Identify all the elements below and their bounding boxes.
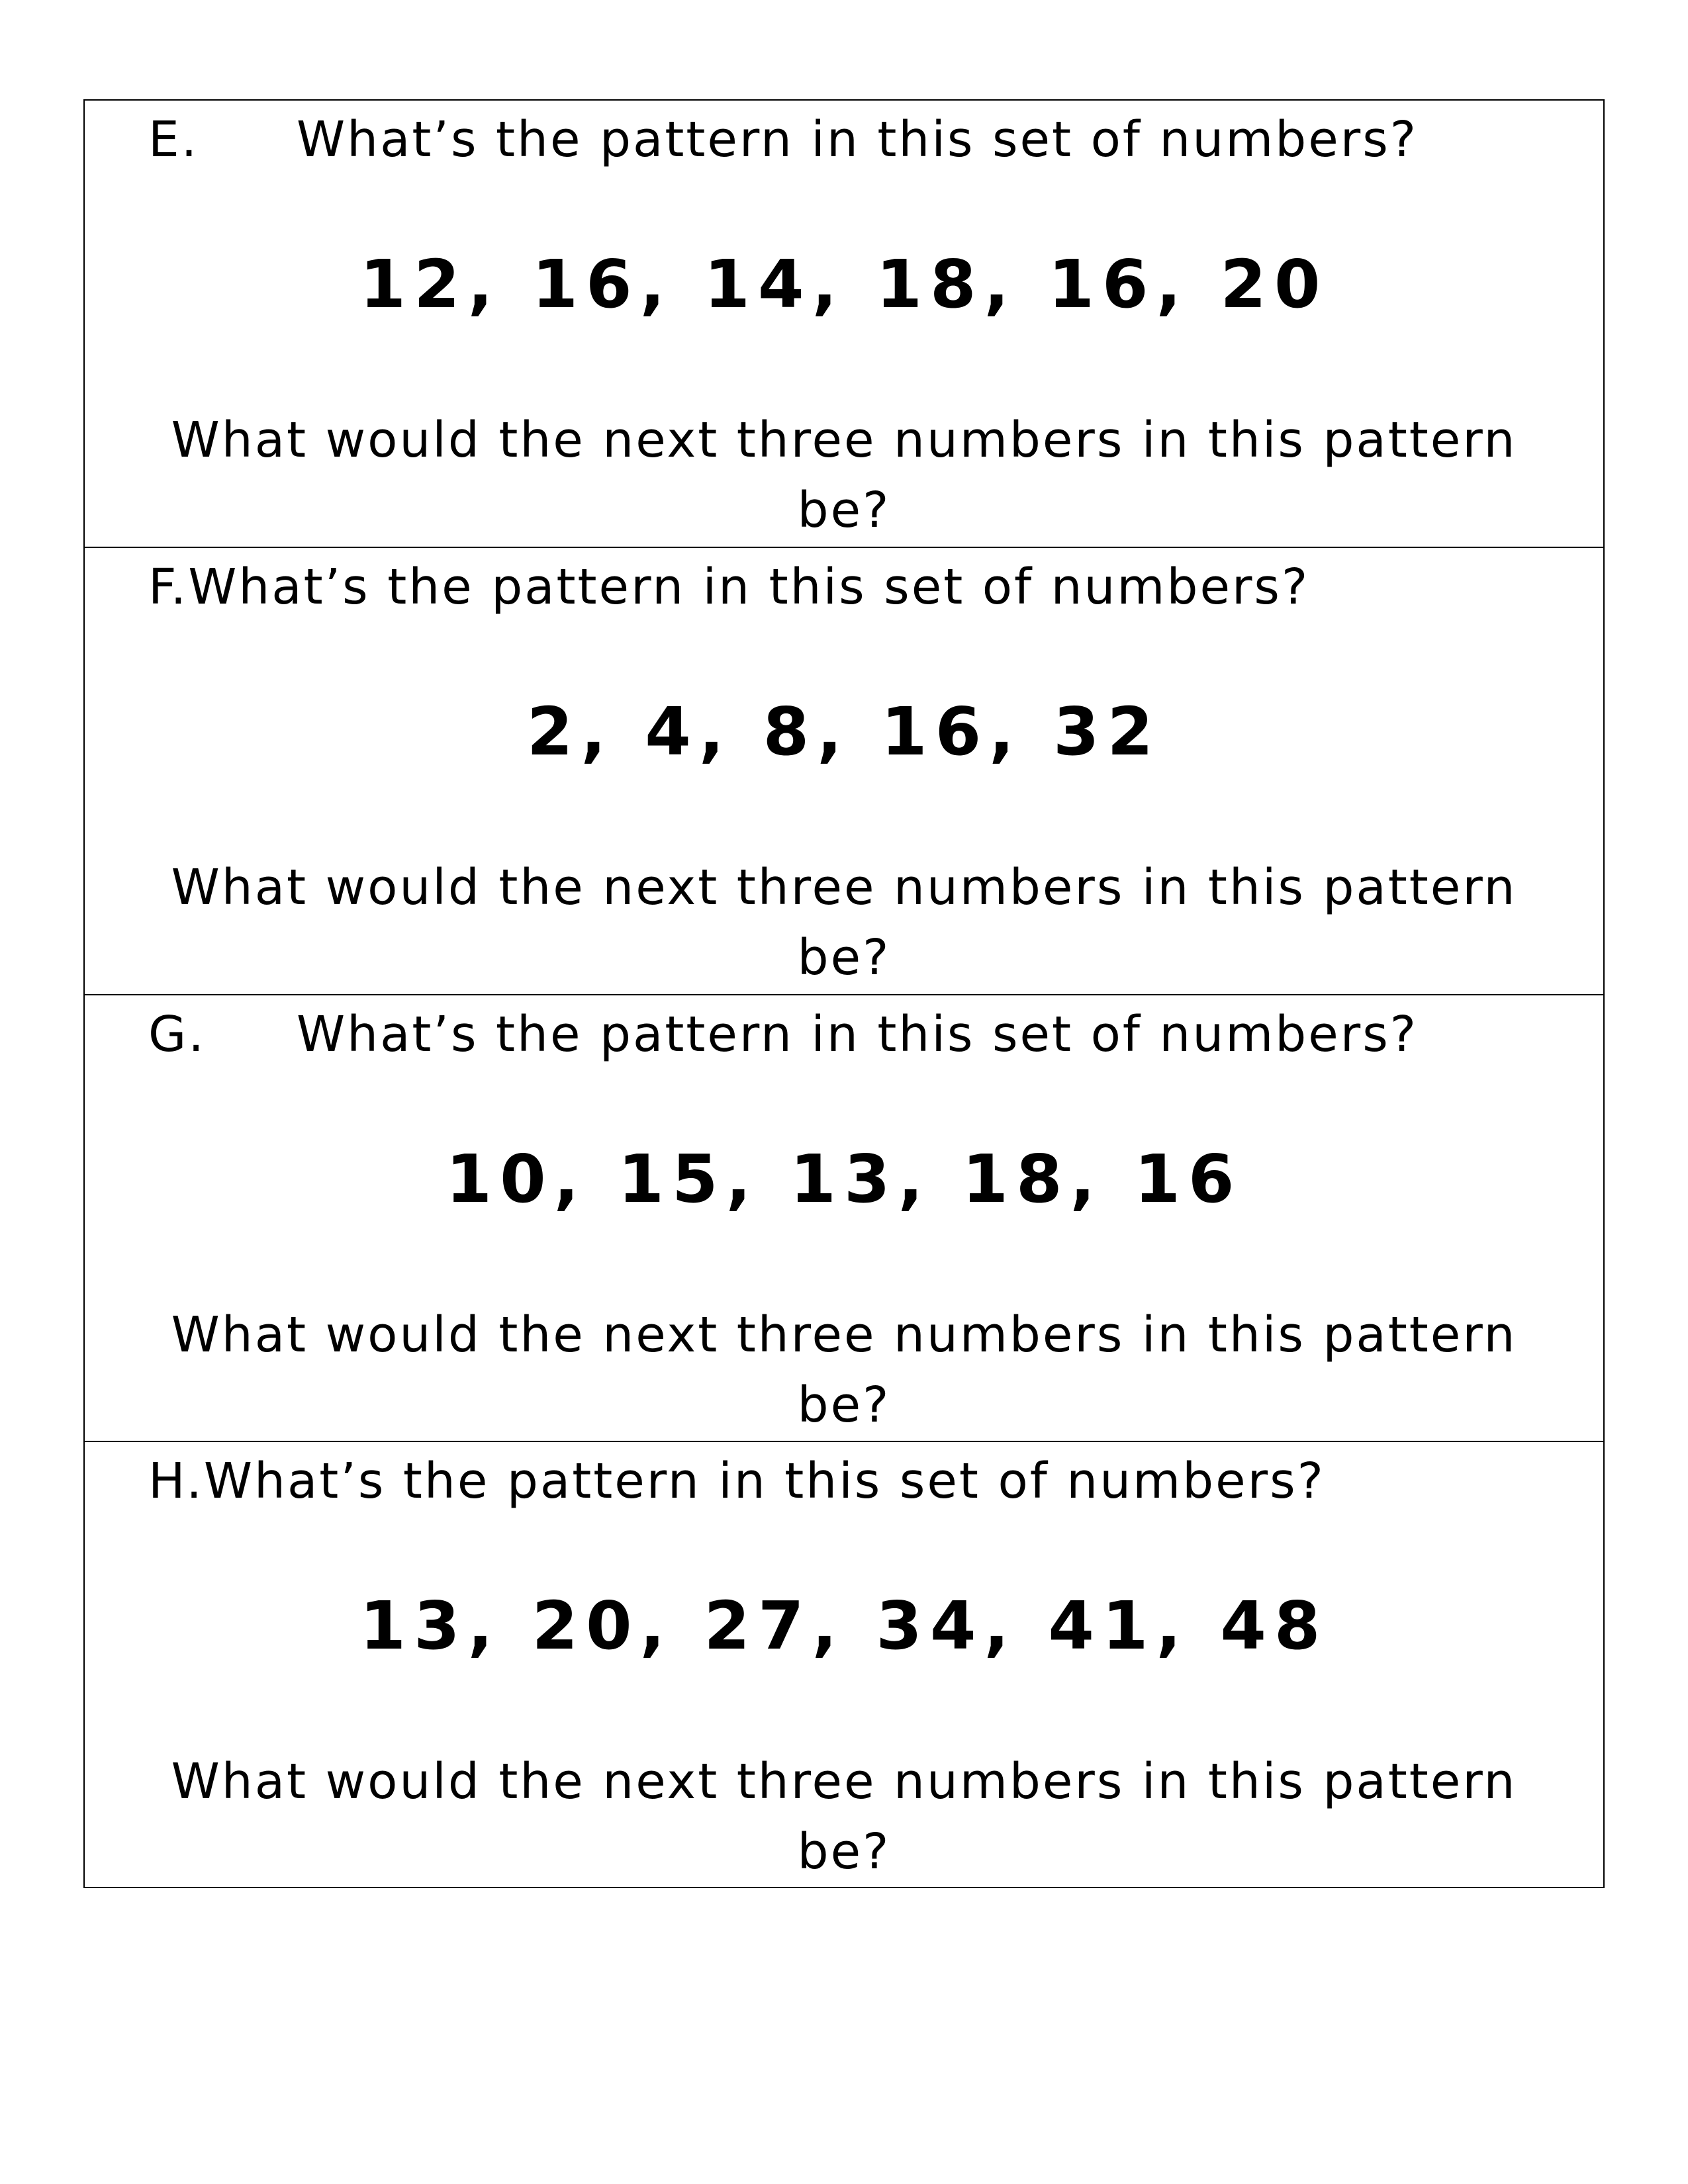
card-header <box>148 1005 1564 1064</box>
followup-question <box>85 405 1603 545</box>
followup-line: What would the next three numbers in this pattern <box>171 858 1517 916</box>
pattern-card-h <box>85 1442 1603 1889</box>
card-header <box>148 557 1564 617</box>
followup-line: be? <box>797 929 891 986</box>
pattern-worksheet <box>83 99 1605 1888</box>
followup-question <box>85 852 1603 993</box>
pattern-card-f <box>85 548 1603 995</box>
pattern-question: What’s the pattern in this set of numbers? <box>188 558 1310 615</box>
number-sequence: 12, 16, 14, 18, 16, 20 <box>359 246 1329 323</box>
followup-line: What would the next three numbers in this pattern <box>171 412 1517 469</box>
pattern-question: What’s the pattern in this set of numbers? <box>203 1453 1325 1510</box>
card-header <box>148 1451 1564 1511</box>
card-letter: H. <box>148 1453 204 1510</box>
followup-line: What would the next three numbers in this pattern <box>171 1306 1517 1363</box>
pattern-card-e <box>85 101 1603 548</box>
number-sequence: 10, 15, 13, 18, 16 <box>445 1140 1243 1218</box>
followup-line: be? <box>797 1376 891 1433</box>
pattern-card-g <box>85 995 1603 1443</box>
card-letter: G. <box>148 1005 206 1063</box>
pattern-question: What’s the pattern in this set of numbers? <box>297 1005 1419 1063</box>
followup-line: be? <box>797 482 891 539</box>
followup-line: What would the next three numbers in this pattern <box>171 1753 1517 1811</box>
card-letter: F. <box>148 558 189 615</box>
card-header <box>148 110 1564 169</box>
followup-question <box>85 1747 1603 1887</box>
number-sequence: 13, 20, 27, 34, 41, 48 <box>359 1587 1329 1665</box>
followup-question <box>85 1300 1603 1440</box>
number-sequence: 2, 4, 8, 16, 32 <box>526 692 1162 770</box>
followup-line: be? <box>797 1823 891 1881</box>
pattern-question: What’s the pattern in this set of numbers? <box>297 111 1419 168</box>
card-letter: E. <box>148 111 199 168</box>
